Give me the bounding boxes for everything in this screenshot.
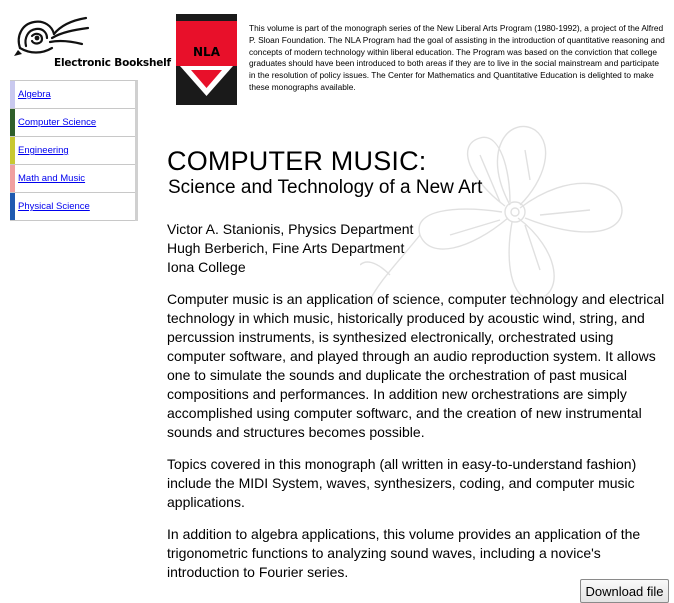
sidebar-item-color-bar — [10, 165, 15, 192]
subject-sidebar — [10, 80, 138, 221]
electronic-bookshelf-logo — [10, 14, 171, 76]
applications-paragraph: In addition to algebra applications, this volume provides an application of the trigonometric functions to analyzing sound waves, including a novice's introduction to Fourier series. — [167, 526, 641, 580]
sidebar-link-math-and-music[interactable]: Math and Music — [18, 173, 86, 184]
sidebar-item-computer-science[interactable] — [10, 109, 135, 137]
sidebar-link-computer-science[interactable]: Computer Science — [18, 117, 97, 128]
sidebar-item-color-bar — [10, 81, 15, 108]
author-line: Victor A. Stanionis, Physics Department — [167, 221, 414, 237]
sidebar-item-engineering[interactable] — [10, 137, 135, 165]
nla-logo — [176, 14, 237, 105]
page-subtitle: Science and Technology of a New Art — [168, 177, 483, 198]
author-line: Hugh Berberich, Fine Arts Department — [167, 240, 405, 256]
logo-text: Electronic Bookshelf — [54, 57, 171, 69]
author-block — [167, 220, 667, 277]
sidebar-item-color-bar — [10, 193, 15, 220]
main-content — [167, 146, 667, 582]
nla-logo-text: NLA — [193, 45, 220, 59]
program-description: This volume is part of the monograph series of the New Liberal Arts Program (1980-1992), a project of the Alfred P. Sloan Foundation. The NLA Program had the goal of assisting in the introduction of quantitative reasoning and concepts of modern technology within liberal education. The Program was based on the conviction that college graduates should have been introduced to both areas if they are to live in the social mainstream and participate in the resolution of policy issues. The Center for Mathematics and Quantitative Education is delighted to make these monographs available. — [249, 23, 665, 92]
sidebar-link-engineering[interactable]: Engineering — [18, 145, 69, 156]
description-paragraph: Computer music is an application of science, computer technology and electrical technology in which music, historically produced by acoustic wind, string, and percussion instruments, is synthesized electronically, orchestrated using computer software, and played through an audio reproduction system. It allows one to simulate the sounds and duplicate the orchestration of past musical compositions and performances. In addition new orchestrations are simply accomplished using computer softwarc, and the creation of new instrumental sounds and structures becomes possible. — [167, 291, 665, 440]
download-file-button[interactable]: Download file — [580, 579, 669, 603]
sidebar-item-physical-science[interactable] — [10, 193, 135, 221]
sidebar-item-color-bar — [10, 137, 15, 164]
quetzal-bird-icon — [12, 14, 92, 60]
topics-paragraph: Topics covered in this monograph (all written in easy-to-understand fashion) include the MIDI System, waves, synthesizers, coding, and computer music applications. — [167, 456, 637, 510]
sidebar-item-color-bar — [10, 109, 15, 136]
nla-triangle-logo — [176, 14, 237, 105]
page-title: COMPUTER MUSIC: — [167, 146, 427, 176]
institution-line: Iona College — [167, 259, 246, 275]
sidebar-link-algebra[interactable]: Algebra — [18, 89, 51, 100]
sidebar-item-algebra[interactable] — [10, 81, 135, 109]
sidebar-item-math-and-music[interactable] — [10, 165, 135, 193]
sidebar-link-physical-science[interactable]: Physical Science — [18, 201, 90, 212]
